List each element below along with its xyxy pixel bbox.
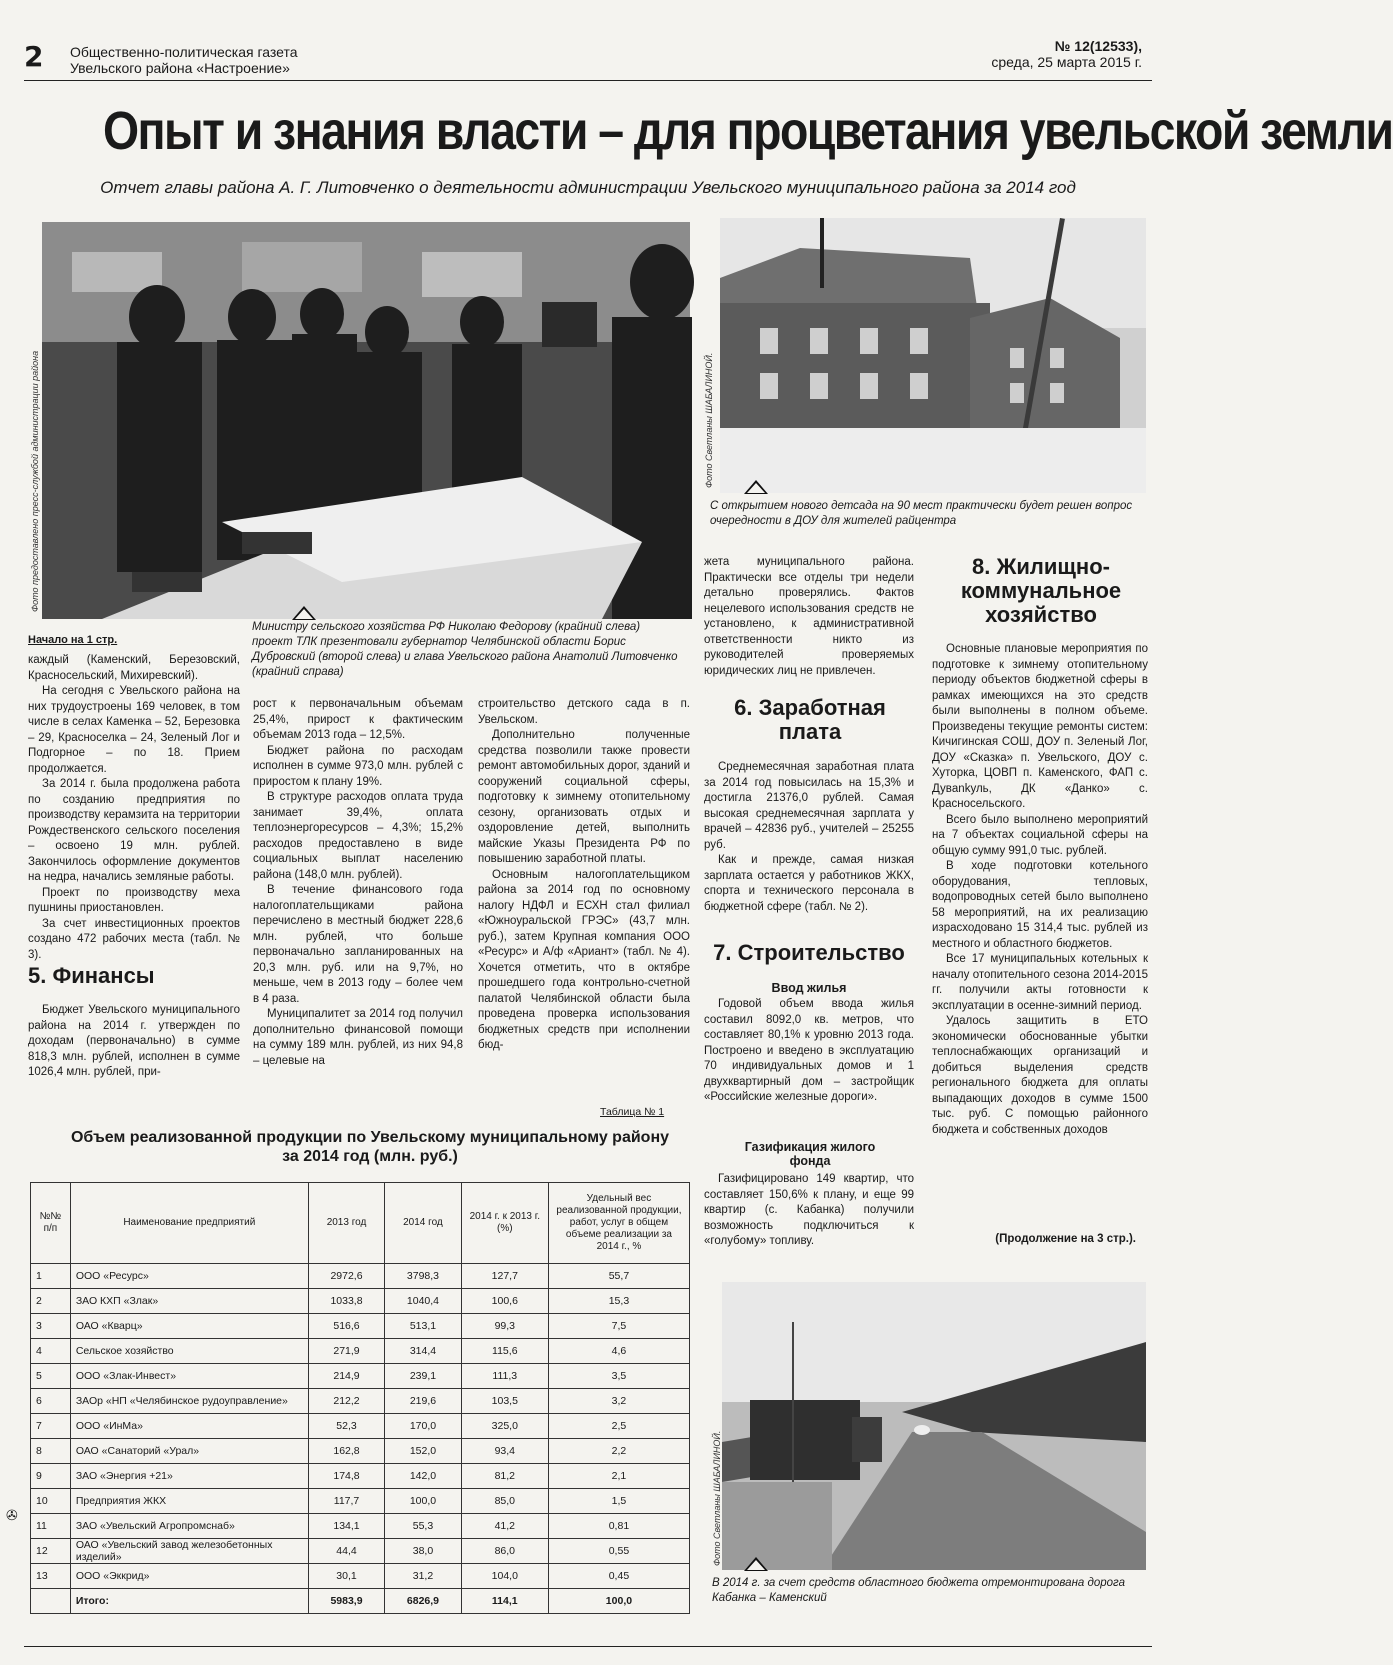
- table-row: [31, 1489, 690, 1514]
- table-cell: 7: [31, 1414, 71, 1439]
- column-header: 2014 год: [385, 1183, 461, 1264]
- table-cell: ОАО «Кварц»: [70, 1314, 308, 1339]
- table-cell: 174,8: [308, 1464, 384, 1489]
- paragraph: На сегодня с Увельского района на них трудоустроены 169 человек, в том числе в селах Каменка – 52, Березовка – 29, Красноселка – 24, Зеленый Лог и Подгорное – по 18. Прием продолжается.: [28, 685, 240, 775]
- table-cell: 93,4: [461, 1439, 548, 1464]
- issue-number: № 12(12533),: [1054, 38, 1142, 54]
- table-cell: 55,7: [548, 1264, 689, 1289]
- road-photo: [722, 1282, 1146, 1570]
- table-cell: 239,1: [385, 1364, 461, 1389]
- page-number: 2: [24, 40, 44, 73]
- table-cell: 100,6: [461, 1289, 548, 1314]
- paragraph: каждый (Каменский, Березовский, Красносельский, Михиревский).: [28, 654, 240, 682]
- table-cell: 0,55: [548, 1539, 689, 1564]
- table-cell: 170,0: [385, 1414, 461, 1439]
- table-title: Объем реализованной продукции по Увельскому муниципальному району за 2014 год (млн. руб.): [70, 1129, 670, 1165]
- table-cell: 2: [31, 1289, 71, 1314]
- table-cell: 7,5: [548, 1314, 689, 1339]
- table-cell: 513,1: [385, 1314, 461, 1339]
- table-cell: 100,0: [385, 1489, 461, 1514]
- table-cell: 271,9: [308, 1339, 384, 1364]
- exhibition-photo-caption: Министру сельского хозяйства РФ Николаю Федорову (крайний слева) проект ТЛК презентовали губернатор Челябинской области Борис Дубровский (второй слева) и глава Увельского района Анатолий Литовченко (крайний справа): [252, 621, 678, 678]
- start-link[interactable]: Начало на 1 стр.: [28, 634, 118, 646]
- table-cell: [31, 1589, 71, 1614]
- table-row: [31, 1539, 690, 1564]
- subheadline: Отчет главы района А. Г. Литовченко о деятельности администрации Увельского муниципального района за 2014 год: [100, 178, 1076, 197]
- production-table: [30, 1182, 690, 1614]
- table-cell: 9: [31, 1464, 71, 1489]
- section-8-title: 8. Жилищно-коммунальное хозяйство: [960, 554, 1122, 627]
- table-row: [31, 1314, 690, 1339]
- paragraph: Муниципалитет за 2014 год получил дополнительно финансовой помощи на сумму 189 млн. рублей, из них 94,8 – целевые на: [253, 1008, 463, 1067]
- table-row: [31, 1414, 690, 1439]
- table-cell: 3798,3: [385, 1264, 461, 1289]
- table-cell: 1,5: [548, 1489, 689, 1514]
- table-cell: ООО «Ресурс»: [70, 1264, 308, 1289]
- table-cell: 4,6: [548, 1339, 689, 1364]
- table-header-row: [31, 1183, 690, 1264]
- table-cell: 30,1: [308, 1564, 384, 1589]
- table-cell: 103,5: [461, 1389, 548, 1414]
- table-cell: ЗАО КХП «Злак»: [70, 1289, 308, 1314]
- table-cell: 38,0: [385, 1539, 461, 1564]
- paragraph: В структуре расходов оплата труда занимает 39,4%, оплата теплоэнергоресурсов – 4,3%; 15,2% расходов предоставлено в виде социальных выплат населению района (148,0 млн. рублей).: [253, 791, 463, 881]
- paragraph: Основным налогоплательщиком района за 2014 год по основному налогу НДФЛ и ЕСХН стал филиал «Южноуральской ГРЭС» (43,7 млн. руб.), затем Крупная компания ООО «Ресурс» и А/ф «Ариант» (табл. № 4). Хочется отметить, что в октябре прошедшего года контрольно-счетной палатой Челябинской области была проведена проверка использования бюджетных средств при исполнении бюд-: [478, 868, 690, 1051]
- table-cell: 516,6: [308, 1314, 384, 1339]
- table-row: [31, 1389, 690, 1414]
- table-cell: Предприятия ЖКХ: [70, 1489, 308, 1514]
- table-cell: 0,45: [548, 1564, 689, 1589]
- table-row: [31, 1464, 690, 1489]
- table-cell: 2972,6: [308, 1264, 384, 1289]
- table-cell: 31,2: [385, 1564, 461, 1589]
- continued-note: (Продолжение на 3 стр.).: [995, 1233, 1136, 1245]
- column-header: Наименование предприятий: [70, 1183, 308, 1264]
- table-cell: ООО «Эккрид»: [70, 1564, 308, 1589]
- paragraph: Бюджет Увельского муниципального района на 2014 г. утвержден по доходам (первоначально) в сумме 818,3 млн. рублей, исполнен в сумме 1026,4 млн. рублей, при-: [28, 1004, 240, 1078]
- kindergarten-photo-credit: Фото Светланы ШАБАЛИНОЙ.: [704, 352, 714, 488]
- table-cell: 142,0: [385, 1464, 461, 1489]
- caption-pointer-icon: [744, 1557, 768, 1571]
- table-cell: 127,7: [461, 1264, 548, 1289]
- paragraph: Дополнительно полученные средства позволили также провести ремонт автомобильных дорог, зданий и сооружений социальной сферы, подготовку к зимнему отопительному сезону, организовать отдых и оздоровление детей, выполнить майские Указы Президента РФ по повышению заработной платы.: [478, 729, 690, 865]
- table-cell: Сельское хозяйство: [70, 1339, 308, 1364]
- paragraph: За счет инвестиционных проектов создано 472 рабочих места (табл. № 3).: [28, 917, 240, 961]
- section-7-text-housing: [704, 997, 914, 1106]
- column-4: [704, 555, 914, 679]
- table-cell: 104,0: [461, 1564, 548, 1589]
- kindergarten-photo-caption: С открытием нового детсада на 90 мест практически будет решен вопрос очередности в ДОУ для жителей райцентра: [710, 500, 1133, 527]
- table-row: [31, 1264, 690, 1289]
- table-cell: 1040,4: [385, 1289, 461, 1314]
- table-cell: 44,4: [308, 1539, 384, 1564]
- column-3: [478, 697, 690, 1054]
- paragraph: Среднемесячная заработная плата за 2014 год повысилась на 15,3% и достигла 21376,0 рублей. Самая высокая среднемесячная зарплата у врачей – 42836 руб., учителей – 25255 руб.: [704, 761, 914, 851]
- table-cell: 325,0: [461, 1414, 548, 1439]
- section-7-subtitle-housing: Ввод жилья: [771, 981, 847, 995]
- road-photo-credit: Фото Светланы ШАБАЛИНОЙ.: [712, 1430, 722, 1566]
- table-cell: 3: [31, 1314, 71, 1339]
- table-cell: 0,81: [548, 1514, 689, 1539]
- table-cell: 52,3: [308, 1414, 384, 1439]
- table-cell: 212,2: [308, 1389, 384, 1414]
- table-cell: ООО «ИнМа»: [70, 1414, 308, 1439]
- paragraph: За 2014 г. была продолжена работа по созданию предприятия по производству керамзита на территории Рождественского сельского поселения – освоено 19 млн. рублей. Закончилось оформление документов на недра, начались земляные работы.: [28, 778, 240, 883]
- table-total-row: [31, 1589, 690, 1614]
- table-cell: 15,3: [548, 1289, 689, 1314]
- table-cell: 2,2: [548, 1439, 689, 1464]
- table-cell: 41,2: [461, 1514, 548, 1539]
- table-cell: 162,8: [308, 1439, 384, 1464]
- table-cell: 2,1: [548, 1464, 689, 1489]
- table-cell: 8: [31, 1439, 71, 1464]
- table-cell: 134,1: [308, 1514, 384, 1539]
- section-6-text: [704, 760, 914, 915]
- table-row: [31, 1339, 690, 1364]
- header-rule: [24, 80, 1152, 81]
- column-header: 2014 г. к 2013 г. (%): [461, 1183, 548, 1264]
- table-cell: 117,7: [308, 1489, 384, 1514]
- section-7-subtitle-gas: Газификация жилого фонда: [744, 1140, 876, 1168]
- paragraph: Газифицировано 149 квартир, что составляет 150,6% к плану, и еще 99 квартир (с. Кабанка) получили возможность подключиться к «голубому» топливу.: [704, 1173, 914, 1247]
- table-cell: Итого:: [70, 1589, 308, 1614]
- table-cell: 12: [31, 1539, 71, 1564]
- newspaper-name: [70, 44, 298, 76]
- table-row: [31, 1564, 690, 1589]
- table-cell: ЗАОр «НП «Челябинское рудоуправление»: [70, 1389, 308, 1414]
- table-cell: 100,0: [548, 1589, 689, 1614]
- table-cell: 11: [31, 1514, 71, 1539]
- table-cell: 4: [31, 1339, 71, 1364]
- table-row: [31, 1364, 690, 1389]
- section-8-text: [932, 642, 1148, 1138]
- table-cell: 5: [31, 1364, 71, 1389]
- section-6-title: 6. Заработная плата: [734, 695, 886, 744]
- column-1: [28, 653, 240, 963]
- section-5-title: 5. Финансы: [28, 963, 155, 988]
- table-cell: 114,1: [461, 1589, 548, 1614]
- caption-pointer-icon: [744, 480, 768, 494]
- table-cell: 314,4: [385, 1339, 461, 1364]
- table-body: [31, 1264, 690, 1614]
- table-cell: ОАО «Санаторий «Урал»: [70, 1439, 308, 1464]
- road-photo-caption: В 2014 г. за счет средств областного бюджета отремонтирована дорога Кабанка – Каменский: [712, 1577, 1125, 1604]
- paragraph: строительство детского сада в п. Увельском.: [478, 698, 690, 726]
- paragraph: Бюджет района по расходам исполнен в сумме 973,0 млн. рублей с приростом к плану 19%.: [253, 744, 463, 788]
- newspaper-name-line1: Общественно-политическая газета: [70, 44, 298, 60]
- table-cell: ООО «Злак-Инвест»: [70, 1364, 308, 1389]
- table-cell: 1: [31, 1264, 71, 1289]
- table-cell: 219,6: [385, 1389, 461, 1414]
- footer-rule: [24, 1646, 1152, 1647]
- column-header: Удельный вес реализованной продукции, работ, услуг в общем объеме реализации за 2014 г., %: [548, 1183, 689, 1264]
- section-5-text: [28, 1003, 240, 1081]
- paragraph: Всего было выполнено мероприятий на 7 объектах социальной сферы на общую сумму 991,0 тыс. рублей.: [932, 813, 1148, 857]
- exhibition-photo-credit: Фото предоставлено пресс-службой администрации района: [30, 350, 40, 612]
- table-cell: 214,9: [308, 1364, 384, 1389]
- paragraph: жета муниципального района. Практически все отделы три недели детально проверялись. Фактов нецелевого использования средств не установлено, к административной ответственности никто из руководителей проверяемых юридических лиц не привлечен.: [704, 556, 914, 677]
- column-header: 2013 год: [308, 1183, 384, 1264]
- table-cell: 152,0: [385, 1439, 461, 1464]
- binding-mark-icon: ✇: [6, 1508, 18, 1524]
- kindergarten-photo: [720, 218, 1146, 493]
- paragraph: Все 17 муниципальных котельных к началу отопительного сезона 2014-2015 гг. получили акты готовности к эксплуатации в осенне-зимний период.: [932, 953, 1148, 1012]
- table-cell: 2,5: [548, 1414, 689, 1439]
- table-cell: 5983,9: [308, 1589, 384, 1614]
- table-cell: 81,2: [461, 1464, 548, 1489]
- newspaper-name-line2: Увельского района «Настроение»: [70, 60, 290, 76]
- headline: Опыт и знания власти – для процветания увельской земли: [102, 101, 1393, 161]
- table-cell: 3,5: [548, 1364, 689, 1389]
- paragraph: рост к первоначальным объемам 25,4%, прирост к фактическим объемам 2013 года – 12,5%.: [253, 698, 463, 741]
- table-cell: 13: [31, 1564, 71, 1589]
- table-cell: 115,6: [461, 1339, 548, 1364]
- paragraph: Как и прежде, самая низкая зарплата остается у работников ЖКХ, спорта и технического персонала в бюджетной сфере (табл. № 2).: [704, 854, 914, 913]
- table-cell: 85,0: [461, 1489, 548, 1514]
- table-cell: 3,2: [548, 1389, 689, 1414]
- table-row: [31, 1514, 690, 1539]
- table-cell: 6: [31, 1389, 71, 1414]
- column-2: [253, 697, 463, 1069]
- table-cell: ЗАО «Увельский Агропромснаб»: [70, 1514, 308, 1539]
- issue-date: среда, 25 марта 2015 г.: [991, 54, 1142, 70]
- paragraph: В течение финансового года налогоплательщиками района перечислено в местный бюджет 228,6 млн. рублей, что больше первоначально запланированных на 20,3 млн. руб. или на 9,7%, но меньше, чем в 2013 году – более чем в 4 раза.: [253, 884, 463, 1005]
- paragraph: Основные плановые мероприятия по подготовке к зимнему отопительному периоду объектов бюджетной сферы в рамках имеющихся на это средств были выполнены в полном объеме. Произведены текущие ремонты систем: Кичигинская СОШ, ДОУ п. Зеленый Лог, ДОУ «Сказка» п. Увельского, ДОУ с. Хуторка, ЦОВП п. Каменского, ФАП с. Дувankуль, ДК «Данко» с. Красносельского.: [932, 643, 1148, 810]
- table-cell: ОАО «Увельский завод железобетонных изделий»: [70, 1539, 308, 1564]
- paragraph: Удалось защитить в ЕТО экономически обоснованные убытки теплоснабжающих организаций и добиться выделения средств регионального бюджета для оплаты выпадающих доходов в сумме 1500 тыс. руб. С помощью районного бюджета и собственных доходов: [932, 1015, 1148, 1136]
- section-7-title: 7. Строительство: [713, 940, 905, 965]
- paragraph: В ходе подготовки котельного оборудования, тепловых, водопроводных сетей было выполнено 58 мероприятий, на их реализацию израсходовано 15 314,4 тыс. рублей из местного и областного бюджетов.: [932, 860, 1148, 950]
- table-cell: 55,3: [385, 1514, 461, 1539]
- column-header: №№ п/п: [31, 1183, 71, 1264]
- paragraph: Проект по производству меха пушнины приостановлен.: [28, 886, 240, 914]
- table-cell: 86,0: [461, 1539, 548, 1564]
- table-cell: ЗАО «Энергия +21»: [70, 1464, 308, 1489]
- table-cell: 99,3: [461, 1314, 548, 1339]
- table-cell: 10: [31, 1489, 71, 1514]
- section-7-text-gas: [704, 1172, 914, 1250]
- table-cell: 111,3: [461, 1364, 548, 1389]
- table-cell: 6826,9: [385, 1589, 461, 1614]
- table-row: [31, 1439, 690, 1464]
- exhibition-photo: [42, 222, 690, 619]
- table-reference: Таблица № 1: [600, 1106, 665, 1118]
- paragraph: Годовой объем ввода жилья составил 8092,0 кв. метров, что составляет 80,1% к уровню 2013 года. Построено и введено в эксплуатацию 70 индивидуальных домов и 1 двухквартирный дом – застройщик «Российские железные дороги».: [704, 998, 914, 1103]
- caption-pointer-icon: [292, 606, 316, 620]
- table-row: [31, 1289, 690, 1314]
- table-cell: 1033,8: [308, 1289, 384, 1314]
